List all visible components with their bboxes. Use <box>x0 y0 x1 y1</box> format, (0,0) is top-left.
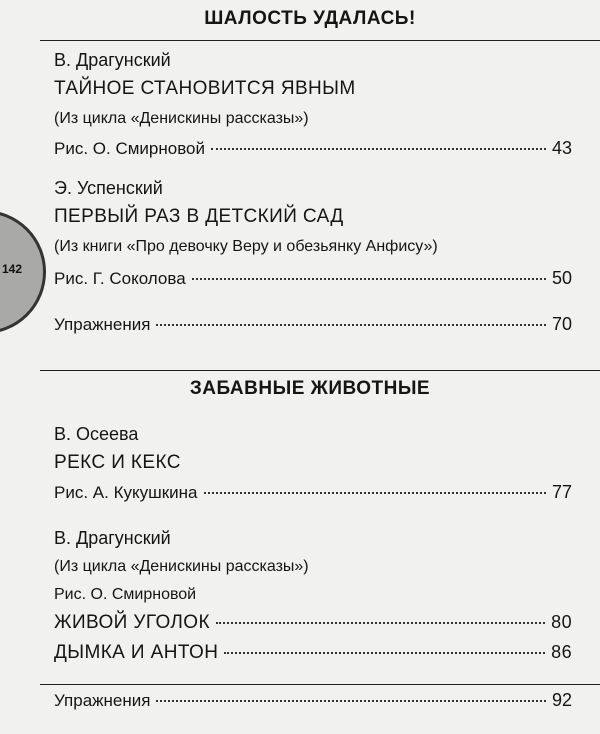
entry-illustrator: Рис. О. Смирновой <box>54 586 197 603</box>
toc-row <box>54 612 572 634</box>
divider <box>40 40 600 41</box>
leader-dots <box>192 278 546 280</box>
entry-title: ДЫМКА И АНТОН <box>54 642 219 663</box>
entry-note: (Из цикла «Денискины рассказы») <box>54 558 309 575</box>
leader-dots <box>156 700 546 702</box>
page-number-badge-label: 142 <box>2 262 23 276</box>
toc-row <box>54 268 572 289</box>
page-number: 80 <box>551 612 572 632</box>
entry-author: В. Осеева <box>54 424 139 444</box>
entry-illustrator: Рис. Г. Соколова <box>54 269 186 288</box>
leader-dots <box>156 324 546 326</box>
toc-row <box>54 482 572 503</box>
section-title-2: ЗАБАВНЫЕ ЖИВОТНЫЕ <box>189 378 431 399</box>
page-number: 86 <box>551 642 572 662</box>
page-number: 70 <box>551 314 572 334</box>
entry-illustrator: Рис. А. Кукушкина <box>54 483 198 502</box>
entry-title: ПЕРВЫЙ РАЗ В ДЕТСКИЙ САД <box>54 206 344 227</box>
toc-row <box>54 138 572 159</box>
divider <box>40 370 600 371</box>
divider <box>40 684 600 685</box>
entry-author: В. Драгунский <box>54 50 171 70</box>
entry-author: В. Драгунский <box>54 528 171 548</box>
toc-row <box>54 642 572 664</box>
page-number: 77 <box>551 482 572 502</box>
toc-row <box>54 690 572 711</box>
leader-dots <box>204 492 546 494</box>
entry-title: ТАЙНОЕ СТАНОВИТСЯ ЯВНЫМ <box>54 78 356 99</box>
exercises-label: Упражнения <box>54 691 151 710</box>
toc-row <box>54 314 572 335</box>
section-title-1: ШАЛОСТЬ УДАЛАСЬ! <box>204 8 416 29</box>
page-number: 43 <box>551 138 572 158</box>
page-number: 50 <box>551 268 572 288</box>
entry-title: РЕКС И КЕКС <box>54 452 181 473</box>
entry-note: (Из книги «Про девочку Веру и обезьянку Анфису») <box>54 238 438 255</box>
page-number: 92 <box>551 690 572 710</box>
leader-dots <box>216 622 545 624</box>
entry-note: (Из цикла «Денискины рассказы») <box>54 110 309 127</box>
leader-dots <box>224 652 545 654</box>
entry-illustrator: Рис. О. Смирновой <box>54 139 205 158</box>
entry-title: ЖИВОЙ УГОЛОК <box>54 612 210 633</box>
exercises-label: Упражнения <box>54 315 151 334</box>
leader-dots <box>211 148 546 150</box>
entry-author: Э. Успенский <box>54 178 163 198</box>
